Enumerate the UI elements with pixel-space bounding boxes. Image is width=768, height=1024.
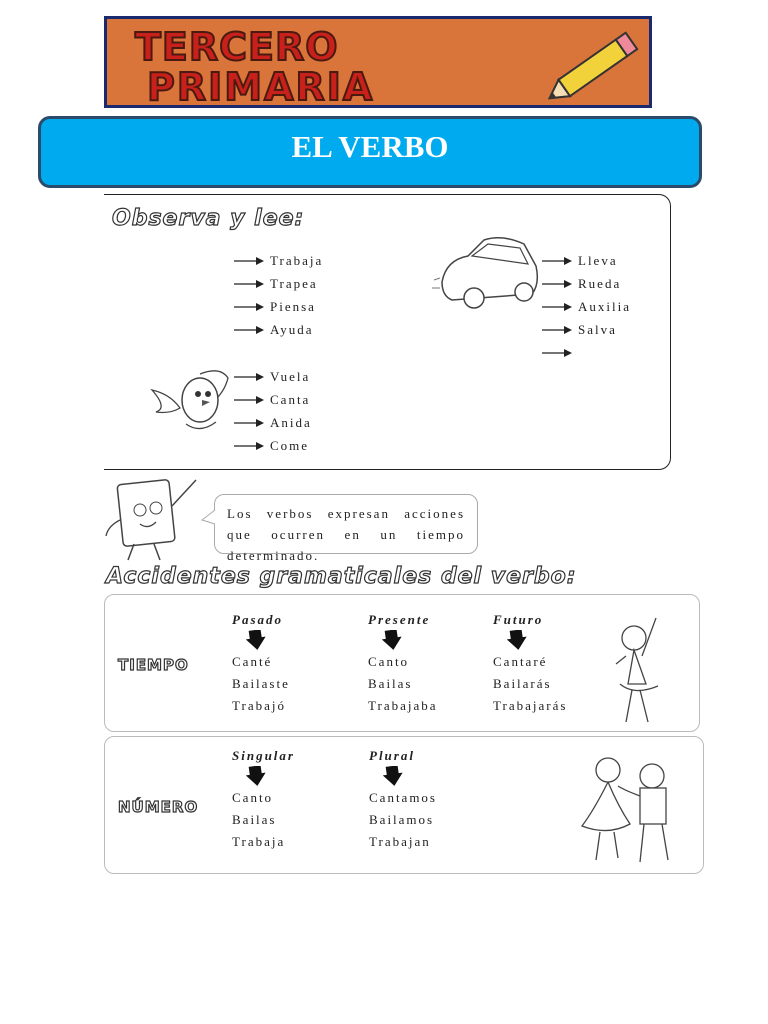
down-arrow-icon (246, 630, 266, 650)
empty-arrow-row (542, 344, 631, 367)
verb-form: Trabajan (369, 834, 431, 849)
car-verb-list (542, 252, 631, 367)
verb-row (234, 298, 323, 321)
car-illustration (432, 230, 542, 314)
verb-row (542, 252, 631, 275)
arrow-icon (234, 395, 264, 405)
verb-row (234, 368, 312, 391)
tiempo-column (232, 612, 290, 720)
title-bar (38, 116, 702, 188)
arrow-icon (542, 279, 572, 289)
verb-form: Canto (232, 790, 274, 805)
verb-form: Trabajó (232, 698, 286, 713)
definition-bubble: Los verbos expresan acciones que ocurren en un tiempo determinado. (214, 494, 478, 554)
arrow-icon (542, 302, 572, 312)
numero-label: NÚMERO (118, 798, 199, 816)
arrow-icon (234, 256, 264, 266)
arrow-icon (542, 325, 572, 335)
verb-text: Canta (270, 392, 311, 407)
person-verb-list (234, 252, 323, 344)
column-heading: Presente (368, 612, 431, 627)
header-banner (104, 16, 652, 108)
verb-form: Bailaste (232, 676, 290, 691)
arrow-icon (234, 302, 264, 312)
verb-text: Rueda (578, 276, 622, 291)
verb-row (234, 437, 312, 460)
banner-line2: PRIMARIA (147, 65, 375, 109)
verb-form: Cantamos (369, 790, 437, 805)
arrow-icon (542, 256, 572, 266)
girl-illustration (604, 604, 668, 728)
verb-text: Trabaja (270, 253, 324, 268)
down-arrow-icon (383, 766, 403, 786)
bird-illustration (150, 364, 232, 444)
numero-column (369, 748, 437, 856)
tiempo-column (493, 612, 567, 720)
down-arrow-icon (246, 766, 266, 786)
verb-row (234, 391, 312, 414)
tiempo-label: TIEMPO (118, 656, 189, 674)
column-heading: Pasado (232, 612, 283, 627)
down-arrow-icon (382, 630, 402, 650)
verb-form: Cantaré (493, 654, 548, 669)
verb-text: Salva (578, 322, 617, 337)
verb-text: Lleva (578, 253, 618, 268)
verb-form: Bailarás (493, 676, 552, 691)
book-character-illustration (104, 476, 200, 564)
pencil-icon (547, 25, 647, 105)
arrow-icon (234, 279, 264, 289)
verb-text: Trapea (270, 276, 318, 291)
verb-row (542, 275, 631, 298)
column-heading: Futuro (493, 612, 544, 627)
verb-form: Canto (368, 654, 410, 669)
verb-text: Come (270, 438, 310, 453)
tiempo-column (368, 612, 438, 720)
column-heading: Singular (232, 748, 295, 763)
accidentes-heading: Accidentes gramaticales del verbo: (106, 564, 577, 589)
verb-form: Trabajaba (368, 698, 438, 713)
column-heading: Plural (369, 748, 415, 763)
arrow-icon (542, 348, 572, 358)
verb-text: Anida (270, 415, 312, 430)
bubble-tail (200, 508, 216, 528)
observa-heading: Observa y lee: (112, 206, 305, 231)
verb-form: Bailas (232, 812, 277, 827)
arrow-icon (234, 418, 264, 428)
page-title: EL VERBO (291, 129, 449, 164)
verb-form: Bailas (368, 676, 413, 691)
verb-row (542, 321, 631, 344)
numero-column (232, 748, 295, 856)
banner-line1: TERCERO (135, 25, 339, 69)
dancing-couple-illustration (574, 740, 692, 868)
down-arrow-icon (507, 630, 527, 650)
verb-text: Piensa (270, 299, 316, 314)
verb-form: Bailamos (369, 812, 435, 827)
verb-row (234, 275, 323, 298)
arrow-icon (234, 372, 264, 382)
verb-text: Vuela (270, 369, 311, 384)
verb-text: Auxilia (578, 299, 631, 314)
verb-form: Canté (232, 654, 273, 669)
verb-row (542, 298, 631, 321)
verb-text: Ayuda (270, 322, 314, 337)
arrow-icon (234, 325, 264, 335)
arrow-icon (234, 441, 264, 451)
verb-row (234, 252, 323, 275)
verb-form: Trabajarás (493, 698, 568, 713)
verb-row (234, 414, 312, 437)
verb-form: Trabaja (232, 834, 286, 849)
verb-row (234, 321, 323, 344)
bird-verb-list (234, 368, 312, 460)
